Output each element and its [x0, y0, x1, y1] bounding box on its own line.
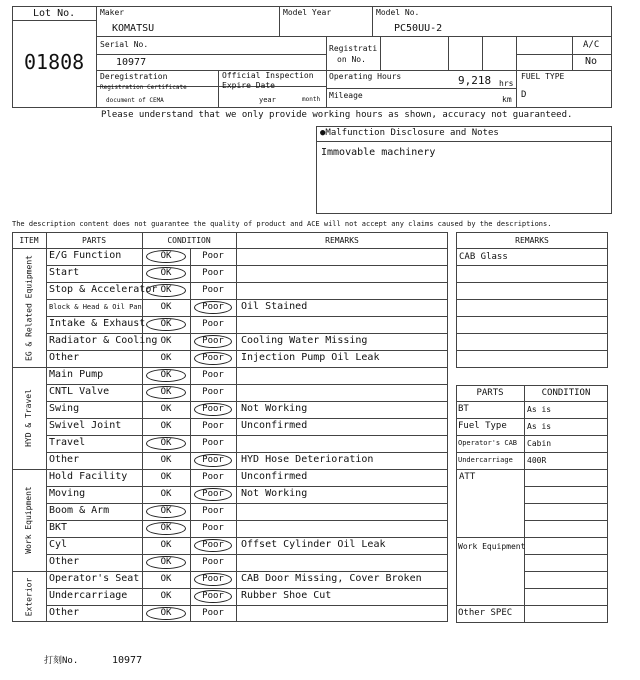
ok-option: OK: [160, 472, 172, 482]
group-label: EG & Related Equipment: [24, 254, 33, 361]
part-name: Other: [49, 556, 80, 567]
poor-option: Poor: [202, 608, 224, 618]
lot-label: Lot No.: [33, 8, 76, 19]
ok-option: OK: [160, 404, 172, 414]
ok-option: OK: [160, 370, 172, 380]
group-label: HYD & Travel: [24, 389, 33, 447]
part-name: Swivel Joint: [49, 420, 122, 431]
part-name: Other: [49, 352, 80, 363]
poor-option: Poor: [202, 557, 224, 567]
poor-selected-mark: [194, 352, 232, 365]
remark-text: Rubber Shoe Cut: [241, 590, 332, 601]
poor-selected-mark: [194, 454, 232, 467]
poor-option: Poor: [202, 591, 224, 601]
poor-option: Poor: [202, 285, 224, 295]
part-name: Radiator & Cooling: [49, 335, 158, 346]
reg-cert-label: Registration Certificate: [100, 84, 187, 91]
ok-selected-mark: [146, 437, 186, 450]
ok-option: OK: [160, 455, 172, 465]
part-name: Hold Facility: [49, 471, 128, 482]
poor-selected-mark: [194, 539, 232, 552]
part-name: Intake & Exhaust: [49, 318, 146, 329]
ok-option: OK: [160, 387, 172, 397]
right-part-condition: As is: [527, 405, 552, 414]
right-part-name: Fuel Type: [458, 421, 507, 431]
remark-text: Not Working: [241, 488, 308, 499]
part-name: E/G Function: [49, 250, 122, 261]
inspection-label-2: Expire Date: [222, 81, 275, 90]
ok-option: OK: [160, 557, 172, 567]
month-label: month: [302, 96, 321, 103]
registration-label-1: Registrati: [329, 44, 378, 53]
right-remarks-header: REMARKS: [515, 236, 549, 245]
poor-selected-mark: [194, 403, 232, 416]
ok-selected-mark: [146, 607, 186, 620]
ok-selected-mark: [146, 369, 186, 382]
remark-text: Not Working: [241, 403, 308, 414]
fuel-type-label: FUEL TYPE: [521, 72, 565, 81]
poor-selected-mark: [194, 488, 232, 501]
header-condition: CONDITION: [167, 236, 211, 245]
hours-value: 9,218: [458, 74, 492, 87]
remark-text: Cooling Water Missing: [241, 335, 368, 346]
ok-option: OK: [160, 251, 172, 261]
part-name: BKT: [49, 522, 68, 533]
part-name: Start: [49, 267, 80, 278]
poor-option: Poor: [202, 438, 224, 448]
maker-label: Maker: [100, 8, 125, 17]
right-part-condition: 400R: [527, 456, 547, 465]
hrs-unit: hrs: [499, 79, 514, 88]
poor-option: Poor: [202, 336, 224, 346]
header-parts: PARTS: [81, 236, 107, 245]
group-label: Work Equipment: [24, 486, 33, 554]
model-no-label: Model No.: [376, 8, 420, 17]
part-name: Other: [49, 607, 80, 618]
ok-option: OK: [160, 591, 172, 601]
remark-text: HYD Hose Deterioration: [241, 454, 374, 465]
part-name: Swing: [49, 403, 80, 414]
serial-value: 10977: [116, 57, 147, 68]
ok-selected-mark: [146, 284, 186, 297]
ok-option: OK: [160, 506, 172, 516]
poor-option: Poor: [202, 472, 224, 482]
ok-selected-mark: [146, 505, 186, 518]
part-name: Block & Head & Oil Pan: [49, 303, 142, 311]
poor-option: Poor: [202, 353, 224, 363]
mileage-label: Mileage: [329, 91, 363, 100]
right-remarks-first-row: CAB Glass: [459, 252, 508, 262]
ok-selected-mark: [146, 522, 186, 535]
poor-option: Poor: [202, 370, 224, 380]
remark-text: CAB Door Missing, Cover Broken: [241, 573, 422, 584]
lot-number: 01808: [24, 50, 85, 74]
operating-hours-label: Operating Hours: [329, 72, 402, 81]
ok-option: OK: [160, 540, 172, 550]
ok-selected-mark: [146, 250, 186, 263]
part-name: Stop & Accelerator: [49, 284, 158, 295]
stamp-no-label: 打刻No.: [44, 656, 79, 666]
poor-option: Poor: [202, 302, 224, 312]
malfunction-box: [316, 126, 612, 214]
ok-selected-mark: [146, 556, 186, 569]
deregistration-label: Deregistration: [100, 72, 168, 81]
remark-text: Unconfirmed: [241, 420, 308, 431]
work-equipment-label: Work Equipment: [458, 542, 526, 551]
right-part-condition: As is: [527, 422, 552, 431]
right-part-condition: Cabin: [527, 439, 552, 448]
other-spec-label: Other SPEC: [458, 608, 513, 618]
remark-text: Oil Stained: [241, 301, 308, 312]
ok-option: OK: [160, 353, 172, 363]
right-part-name: BT: [458, 404, 469, 414]
malfunction-title: ●Malfunction Disclosure and Notes: [320, 128, 499, 138]
ok-option: OK: [160, 319, 172, 329]
att-label: ATT: [459, 472, 476, 482]
ok-option: OK: [160, 608, 172, 618]
ok-option: OK: [160, 285, 172, 295]
poor-option: Poor: [202, 506, 224, 516]
poor-option: Poor: [202, 404, 224, 414]
poor-option: Poor: [202, 523, 224, 533]
part-name: Other: [49, 454, 80, 465]
header-item: ITEM: [19, 236, 39, 245]
right-part-name: Operator's CAB: [458, 439, 518, 447]
poor-option: Poor: [202, 455, 224, 465]
ok-option: OK: [160, 574, 172, 584]
hours-notice: Please understand that we only provide working hours as shown, accuracy not guaranteed.: [101, 110, 573, 120]
right-parts-header: PARTS: [476, 388, 504, 398]
poor-selected-mark: [194, 573, 232, 586]
header-remarks: REMARKS: [325, 236, 359, 245]
right-part-name: Undercarriage: [458, 456, 513, 464]
maker-value: KOMATSU: [112, 23, 155, 34]
remark-text: Unconfirmed: [241, 471, 308, 482]
ac-value: No: [585, 56, 598, 67]
model-year-label: Model Year: [283, 8, 332, 17]
group-label: Exterior: [24, 577, 33, 616]
km-unit: km: [502, 95, 512, 104]
poor-option: Poor: [202, 251, 224, 261]
remark-text: Injection Pump Oil Leak: [241, 352, 380, 363]
poor-selected-mark: [194, 590, 232, 603]
poor-option: Poor: [202, 268, 224, 278]
ok-option: OK: [160, 336, 172, 346]
ok-option: OK: [160, 421, 172, 431]
poor-option: Poor: [202, 387, 224, 397]
ok-option: OK: [160, 523, 172, 533]
part-name: CNTL Valve: [49, 386, 110, 397]
poor-option: Poor: [202, 319, 224, 329]
poor-selected-mark: [194, 335, 232, 348]
poor-option: Poor: [202, 489, 224, 499]
model-no-value: PC50UU-2: [394, 23, 443, 34]
serial-label: Serial No.: [100, 40, 149, 49]
remark-text: Offset Cylinder Oil Leak: [241, 539, 386, 550]
part-name: Undercarriage: [49, 590, 128, 601]
poor-option: Poor: [202, 540, 224, 550]
poor-selected-mark: [194, 301, 232, 314]
year-label: year: [259, 96, 276, 104]
fuel-type-value: D: [521, 90, 527, 100]
ok-selected-mark: [146, 386, 186, 399]
stamp-no-value: 10977: [112, 655, 143, 666]
ok-selected-mark: [146, 318, 186, 331]
part-name: Boom & Arm: [49, 505, 110, 516]
part-name: Travel: [49, 437, 86, 448]
poor-option: Poor: [202, 421, 224, 431]
ok-option: OK: [160, 302, 172, 312]
ok-selected-mark: [146, 267, 186, 280]
doc-cema-label: document of CEMA: [106, 97, 164, 104]
part-name: Moving: [49, 488, 86, 499]
registration-label-2: on No.: [337, 55, 366, 64]
inspection-label-1: Official Inspection: [222, 71, 314, 80]
poor-option: Poor: [202, 574, 224, 584]
part-name: Operator's Seat: [49, 573, 140, 584]
right-condition-header: CONDITION: [541, 388, 591, 398]
malfunction-text: Immovable machinery: [321, 147, 436, 158]
part-name: Main Pump: [49, 369, 104, 380]
ok-option: OK: [160, 438, 172, 448]
ok-option: OK: [160, 489, 172, 499]
ac-label: A/C: [583, 40, 600, 50]
disclaimer: The description content does not guarantee the quality of product and ACE will not accept any claims caused by the descriptions.: [12, 220, 552, 228]
part-name: Cyl: [49, 539, 68, 550]
ok-option: OK: [160, 268, 172, 278]
